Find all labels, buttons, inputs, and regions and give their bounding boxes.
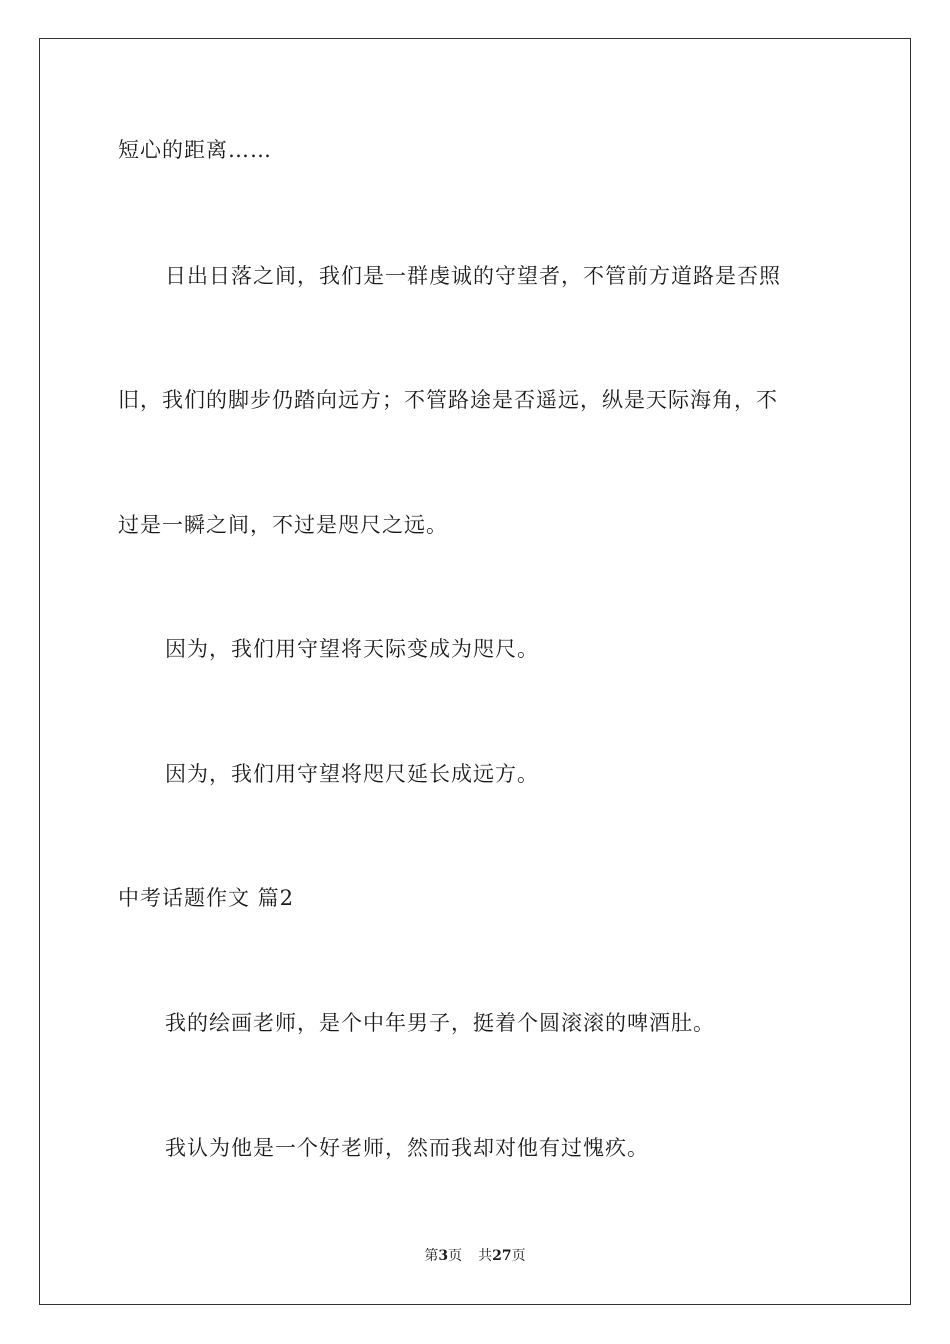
footer-page-prefix: 第 <box>424 1248 439 1264</box>
text-line-6: 因为，我们用守望将咫尺延长成远方。 <box>165 762 539 786</box>
text-line-2: 日出日落之间，我们是一群虔诚的守望者，不管前方道路是否照 <box>165 264 781 288</box>
page-footer <box>0 1246 950 1266</box>
page-frame <box>39 38 911 1305</box>
footer-total-pages: 27 <box>492 1248 512 1264</box>
footer-total-prefix: 共 <box>478 1248 493 1264</box>
footer-total-suffix: 页 <box>511 1248 526 1264</box>
text-line-5: 因为，我们用守望将天际变成为咫尺。 <box>165 637 539 661</box>
text-line-1: 短心的距离…… <box>118 138 272 162</box>
text-line-9: 我认为他是一个好老师，然而我却对他有过愧疚。 <box>165 1136 649 1160</box>
text-line-3: 旧，我们的脚步仍踏向远方；不管路途是否遥远，纵是天际海角，不 <box>118 388 778 412</box>
section-heading: 中考话题作文 篇2 <box>118 886 295 910</box>
text-line-8: 我的绘画老师，是个中年男子，挺着个圆滚滚的啤酒肚。 <box>165 1011 715 1035</box>
footer-page-number: 3 <box>438 1248 449 1264</box>
footer-page-suffix: 页 <box>448 1248 463 1264</box>
text-line-4: 过是一瞬之间，不过是咫尺之远。 <box>118 513 448 537</box>
